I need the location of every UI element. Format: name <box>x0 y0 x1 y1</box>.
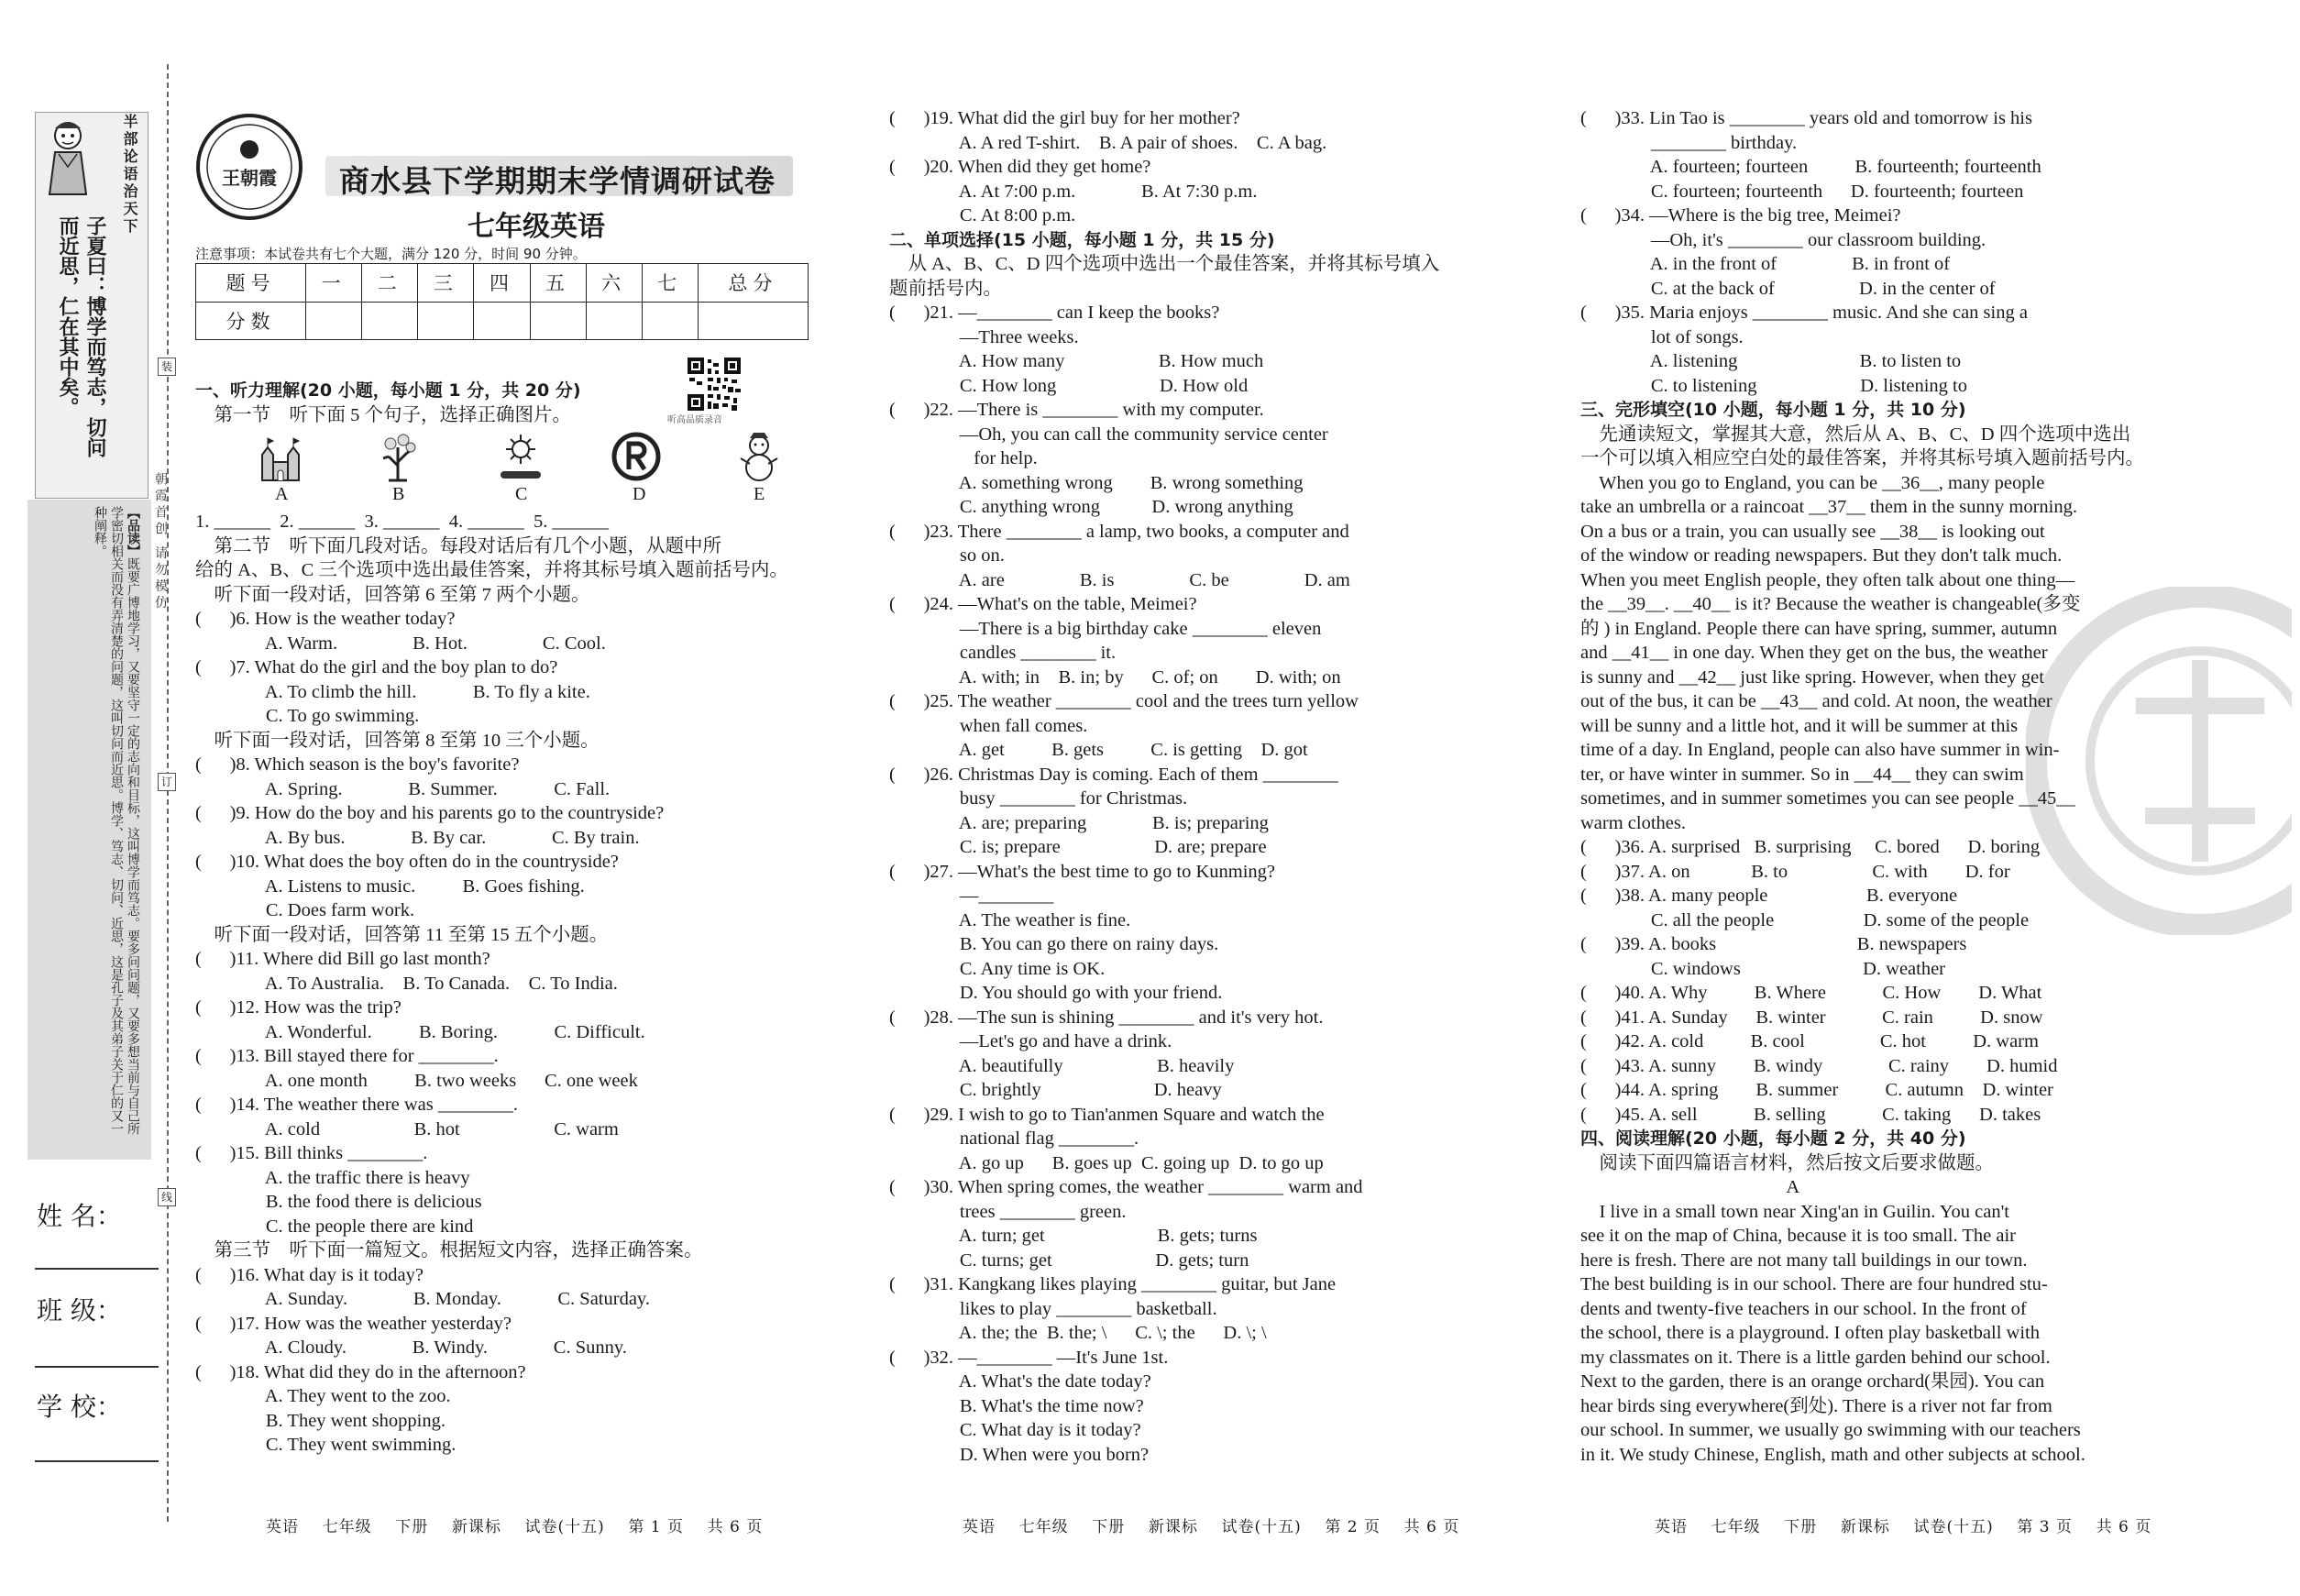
score-input-cell[interactable] <box>586 302 642 340</box>
exam-line: ( )30. When spring comes, the weather ________ warm and <box>889 1177 1363 1197</box>
exam-line: B. the food there is delicious <box>195 1192 482 1212</box>
score-input-cell[interactable] <box>418 302 474 340</box>
exam-line: C. turns; get D. gets; turn <box>889 1249 1249 1271</box>
exam-line: ( )29. I wish to go to Tian'anmen Square and watch the <box>889 1104 1325 1125</box>
picture-label: A <box>275 484 289 504</box>
exam-line: time of a day. In England, people can also have summer in win- <box>1580 740 2060 760</box>
qr-code-icon[interactable] <box>686 356 743 413</box>
exam-line: A. Cloudy. B. Windy. C. Sunny. <box>195 1337 627 1358</box>
exam-line: C. to listening D. listening to <box>1580 375 1967 396</box>
commentary-title: 【品读】 <box>126 506 140 557</box>
exam-line: C. Any time is OK. <box>889 958 1106 979</box>
picture-label: B <box>392 484 405 504</box>
exam-line: ( )34. —Where is the big tree, Meimei? <box>1580 205 1901 226</box>
exam-line: A. Wonderful. B. Boring. C. Difficult. <box>195 1021 645 1042</box>
exam-line: is sunny and __42__ just like spring. However, when they get <box>1580 666 2044 688</box>
binding-dashed-line <box>167 64 169 1522</box>
exam-line: C. fourteen; fourteenth D. fourteenth; fourteen <box>1580 181 2024 202</box>
school-field[interactable] <box>35 1460 159 1462</box>
exam-line: ( )6. How is the weather today? <box>195 609 456 629</box>
score-cell: 六 <box>586 264 642 303</box>
exam-line: C. windows D. weather <box>1580 958 1946 979</box>
field-label-name: 姓 名： <box>37 1201 122 1231</box>
exam-line: ( )17. How was the weather yesterday? <box>195 1313 512 1334</box>
score-cell: 五 <box>530 264 586 303</box>
exam-line: ( )8. Which season is the boy's favorite? <box>195 754 520 775</box>
tree-icon <box>372 431 424 482</box>
snowman-icon <box>733 431 785 482</box>
exam-line: ( )14. The weather there was ________. <box>195 1095 519 1115</box>
exam-line: ( )39. A. books B. newspapers <box>1580 934 1967 954</box>
commentary-body: 既要广博地学习，又要坚守一定的志向和目标，这叫博学而笃志。要多问问题，又要多想当前与自己所学密切相关而没有弄清楚的问题，这叫切问而近思。博学、笃志、切问、近思，这是孔子及其弟子关于仁的又一种阐释。 <box>93 506 140 1135</box>
exam-line: ( )15. Bill thinks ________. <box>195 1143 428 1163</box>
exam-line: ( )10. What does the boy often do in the countryside? <box>195 852 619 872</box>
commentary-text <box>92 506 141 1139</box>
exam-line: and __41__ in one day. When they get on the bus, the weather <box>1580 643 2048 663</box>
exam-line: C. What day is it today? <box>889 1420 1141 1440</box>
exam-line: When you go to England, you can be __36__, many people <box>1580 472 2045 493</box>
exam-line: A. get B. gets C. is getting D. got <box>889 740 1308 760</box>
score-cell: 题号 <box>196 264 306 303</box>
score-cell: 分数 <box>196 302 306 340</box>
exam-line: ________ birthday. <box>1580 132 1798 153</box>
exam-line: A. Sunday. B. Monday. C. Saturday. <box>195 1289 650 1309</box>
exam-line: ( )36. A. surprised B. surprising C. bored D. boring <box>1580 837 2041 857</box>
seal-char: 装 <box>158 358 176 376</box>
score-cell: 七 <box>642 264 698 303</box>
exam-line: A. Spring. B. Summer. C. Fall. <box>195 778 611 799</box>
exam-line: A. Warm. B. Hot. C. Cool. <box>195 633 606 654</box>
exam-line: C. How long D. How old <box>889 375 1249 396</box>
exam-line: A <box>1580 1177 1800 1197</box>
notice-text: 注意事项：本试卷共有七个大题，满分 120 分，时间 90 分钟。 <box>195 246 587 262</box>
exam-line: The best building is in our school. There are four hundred stu- <box>1580 1274 2048 1294</box>
seal-char: 线 <box>158 1188 176 1206</box>
exam-line: trees ________ green. <box>889 1201 1127 1222</box>
exam-line: A. The weather is fine. <box>889 909 1131 930</box>
exam-line: so on. <box>889 545 1005 566</box>
score-input-cell[interactable] <box>362 302 418 340</box>
exam-line: 题前括号内。 <box>889 278 1002 299</box>
exam-line: ( )35. Maria enjoys ________ music. And she can sing a <box>1580 303 2028 323</box>
exam-line: A. in the front of B. in front of <box>1580 254 1951 274</box>
exam-line: ( )24. —What's on the table, Meimei? <box>889 594 1197 614</box>
exam-line: ( )7. What do the girl and the boy plan to do? <box>195 657 558 677</box>
section-heading: 四、阅读理解(20 小题，每小题 2 分，共 40 分) <box>1580 1128 1966 1149</box>
section-heading: 一、听力理解(20 小题，每小题 1 分，共 20 分) <box>195 380 581 401</box>
sun-icon <box>495 431 546 482</box>
exam-line: A. are B. is C. be D. am <box>889 569 1350 590</box>
exam-line: 给的 A、B、C 三个选项中选出最佳答案，并将其标号填入题前括号内。 <box>195 560 788 580</box>
page-footer: 英语 七年级 下册 新课标 试卷(十五) 第 3 页 共 6 页 <box>1655 1518 2152 1536</box>
exam-line: Next to the garden, there is an orange orchard(果园). You can <box>1580 1371 2045 1392</box>
page-title: 商水县下学期期末学情调研试卷 <box>339 163 776 199</box>
exam-line: ( )21. —________ can I keep the books? <box>889 303 1220 323</box>
exam-line: A. listening B. to listen to <box>1580 351 1962 371</box>
exam-line: A. How many B. How much <box>889 351 1264 371</box>
exam-line: candles ________ it. <box>889 643 1117 663</box>
castle-icon <box>255 431 306 482</box>
exam-line: our school. In summer, we usually go swimming with our teachers <box>1580 1420 2081 1440</box>
exam-line: 先通读短文，掌握其大意，然后从 A、B、C、D 四个选项中选出 <box>1580 424 2131 445</box>
exam-line: in it. We study Chinese, English, math and other subjects at school. <box>1580 1444 2085 1465</box>
exam-line: —________ <box>889 886 1054 906</box>
score-input-cell[interactable] <box>306 302 362 340</box>
exam-line: of the window or reading newspapers. But they don't talk much. <box>1580 545 2063 566</box>
exam-line: ( )18. What did they do in the afternoon? <box>195 1361 526 1382</box>
exam-line: for help. <box>889 448 1038 468</box>
exam-line: ( )40. A. Why B. Where C. How D. What <box>1580 983 2042 1003</box>
exam-line: ( )44. A. spring B. summer C. autumn D. winter <box>1580 1080 2053 1100</box>
quote-text <box>53 215 108 490</box>
page-footer: 英语 七年级 下册 新课标 试卷(十五) 第 2 页 共 6 页 <box>963 1518 1460 1536</box>
exam-line: ( )11. Where did Bill go last month? <box>195 949 490 969</box>
name-field[interactable] <box>35 1268 159 1270</box>
exam-line: ( )19. What did the girl buy for her mother? <box>889 108 1240 128</box>
quote-line: 子夏曰：博学而笃志，切问 <box>83 215 106 457</box>
page-footer: 英语 七年级 下册 新课标 试卷(十五) 第 1 页 共 6 页 <box>266 1518 764 1536</box>
score-table <box>195 263 809 340</box>
score-table-score-row <box>196 302 809 340</box>
exam-line: A. the traffic there is heavy <box>195 1167 470 1188</box>
exam-line: ( )12. How was the trip? <box>195 997 402 1018</box>
exam-line: B. They went shopping. <box>195 1410 446 1431</box>
exam-line: A. By bus. B. By car. C. By train. <box>195 827 640 848</box>
exam-line: A. They went to the zoo. <box>195 1386 451 1406</box>
exam-line: C. the people there are kind <box>195 1216 474 1237</box>
exam-line: ( )20. When did they get home? <box>889 157 1151 177</box>
confucius-cartoon-icon <box>37 112 99 202</box>
score-table-header-row <box>196 264 809 303</box>
exam-line: A. A red T-shirt. B. A pair of shoes. C. A bag. <box>889 132 1327 153</box>
exam-line: likes to play ________ basketball. <box>889 1298 1217 1319</box>
exam-line: 听下面一段对话，回答第 11 至第 15 五个小题。 <box>195 924 609 945</box>
exam-line: ( )43. A. sunny B. windy C. rainy D. humid <box>1580 1055 2058 1076</box>
exam-line: ( )45. A. sell B. selling C. taking D. takes <box>1580 1104 2041 1125</box>
exam-line: C. all the people D. some of the people <box>1580 909 2030 930</box>
exam-line: A. To climb the hill. B. To fly a kite. <box>195 681 590 702</box>
exam-line: lot of songs. <box>1580 326 1744 347</box>
page-subtitle: 七年级英语 <box>468 211 605 243</box>
exam-line: A. beautifully B. heavily <box>889 1055 1235 1076</box>
exam-line: hear birds sing everywhere(到处). There is a river not far from <box>1580 1395 2052 1416</box>
exam-line: ( )26. Christmas Day is coming. Each of them ________ <box>889 764 1338 785</box>
exam-line: A. turn; get B. gets; turns <box>889 1226 1258 1246</box>
exam-line: ( )9. How do the boy and his parents go to the countryside? <box>195 803 665 823</box>
exam-line: 的 ) in England. People there can have spring, summer, autumn <box>1580 618 2058 639</box>
exam-line: ( )38. A. many people B. everyone <box>1580 886 1958 906</box>
quote-line: 而近思，仁在其中矣。 <box>56 215 79 417</box>
exam-line: 第一节 听下面 5 个句子，选择正确图片。 <box>195 404 571 425</box>
exam-line: A. one month B. two weeks C. one week <box>195 1070 638 1091</box>
exam-line: A. the; the B. the; \ C. \; the D. \; \ <box>889 1323 1267 1343</box>
exam-line: ( )27. —What's the best time to go to Kunming? <box>889 861 1276 882</box>
exam-line: I live in a small town near Xing'an in Guilin. You can't <box>1580 1201 2010 1222</box>
exam-line: ( )22. —There is ________ with my computer. <box>889 400 1264 420</box>
score-input-cell[interactable] <box>474 302 530 340</box>
exam-line: 第三节 听下面一篇短文。根据短文内容，选择正确答案。 <box>195 1240 703 1260</box>
exam-line: ( )31. Kangkang likes playing ________ guitar, but Jane <box>889 1274 1337 1294</box>
exam-line: A. with; in B. in; by C. of; on D. with; on <box>889 666 1341 688</box>
score-cell: 一 <box>306 264 362 303</box>
exam-line: ( )37. A. on B. to C. with D. for <box>1580 861 2010 882</box>
exam-line: here is fresh. There are not many tall buildings in our town. <box>1580 1249 2028 1271</box>
exam-line: —Let's go and have a drink. <box>889 1031 1172 1051</box>
score-input-cell[interactable] <box>530 302 586 340</box>
exam-line: A. are; preparing B. is; preparing <box>889 812 1269 833</box>
quote-tag: 半部论语治天下 <box>121 114 138 236</box>
exam-line: out of the bus, it can be __43__ and cold. At noon, the weather <box>1580 691 2052 711</box>
exam-line: C. To go swimming. <box>195 706 420 726</box>
watermark-seal <box>2026 587 2292 935</box>
exam-line: ( )13. Bill stayed there for ________. <box>195 1046 499 1066</box>
score-input-cell[interactable] <box>698 302 808 340</box>
logo-text: 王朝霞 <box>222 167 277 189</box>
exam-line: D. When were you born? <box>889 1444 1150 1465</box>
exam-line: C. anything wrong D. wrong anything <box>889 497 1293 517</box>
exam-line: 第二节 听下面几段对话。每段对话后有几个小题，从题中所 <box>195 535 721 556</box>
class-field[interactable] <box>35 1366 159 1368</box>
score-cell: 三 <box>418 264 474 303</box>
qr-caption: 听高品质录音 <box>667 415 722 425</box>
exam-line: ( )41. A. Sunday B. winter C. rain D. snow <box>1580 1007 2043 1028</box>
exam-line: the __39__. __40__ is it? Because the weather is changeable(多变 <box>1580 594 2081 614</box>
score-cell: 四 <box>474 264 530 303</box>
exam-line: ( )33. Lin Tao is ________ years old and tomorrow is his <box>1580 108 2032 128</box>
publisher-logo <box>195 113 303 221</box>
field-label-class: 班 级： <box>37 1295 122 1326</box>
exam-line: 一个可以填入相应空白处的最佳答案，并将其标号填入题前括号内。 <box>1580 448 2144 468</box>
exam-line: ( )42. A. cold B. cool C. hot D. warm <box>1580 1031 2039 1051</box>
exam-line: A. go up B. goes up C. going up D. to go up <box>889 1152 1324 1173</box>
score-input-cell[interactable] <box>642 302 698 340</box>
exam-line: —Oh, you can call the community service center <box>889 424 1328 445</box>
picture-label: D <box>633 484 646 504</box>
exam-line: —Three weeks. <box>889 326 1079 347</box>
exam-line: A. fourteen; fourteen B. fourteenth; fourteenth <box>1580 157 2041 177</box>
exam-line: ( )16. What day is it today? <box>195 1264 424 1285</box>
exam-line: D. You should go with your friend. <box>889 983 1223 1003</box>
exam-line: my classmates on it. There is a little garden behind our school. <box>1580 1347 2051 1368</box>
exam-line: ( )23. There ________ a lamp, two books, a computer and <box>889 521 1349 542</box>
section-heading: 三、完形填空(10 小题，每小题 1 分，共 10 分) <box>1580 400 1966 420</box>
exam-line: ( )32. —________ —It's June 1st. <box>889 1347 1169 1368</box>
picture-label: E <box>754 484 765 504</box>
picture-label: C <box>515 484 528 504</box>
exam-line: C. They went swimming. <box>195 1435 457 1455</box>
exam-line: —Oh, it's ________ our classroom building. <box>1580 229 1986 250</box>
field-label-school: 学 校： <box>37 1392 122 1422</box>
exam-line: see it on the map of China, because it is too small. The air <box>1580 1226 2016 1246</box>
exam-line: C. brightly D. heavy <box>889 1080 1222 1100</box>
exam-line: When you meet English people, they often talk about one thing— <box>1580 569 2075 590</box>
exam-line: busy ________ for Christmas. <box>889 788 1188 809</box>
exam-line: C. At 8:00 p.m. <box>889 205 1076 226</box>
exam-line: B. You can go there on rainy days. <box>889 934 1219 954</box>
exam-line: ( )25. The weather ________ cool and the trees turn yellow <box>889 691 1359 711</box>
seal-char: 订 <box>158 773 176 791</box>
exam-line: A. something wrong B. wrong something <box>889 472 1304 493</box>
exam-line: A. Listens to music. B. Goes fishing. <box>195 875 585 897</box>
exam-line: 1. ______ 2. ______ 3. ______ 4. ______ 5. ______ <box>195 512 609 532</box>
exam-line: A. At 7:00 p.m. B. At 7:30 p.m. <box>889 181 1258 202</box>
exam-line: B. What's the time now? <box>889 1395 1144 1416</box>
exam-line: A. To Australia. B. To Canada. C. To India. <box>195 973 618 994</box>
exam-line: the school, there is a playground. I often play basketball with <box>1580 1323 2040 1343</box>
exam-line: A. cold B. hot C. warm <box>195 1118 619 1139</box>
exam-line: sometimes, and in summer sometimes you can see people __45__ <box>1580 788 2075 809</box>
exam-line: C. at the back of D. in the center of <box>1580 278 1996 299</box>
exam-line: national flag ________. <box>889 1128 1139 1149</box>
exam-line: warm clothes. <box>1580 812 1686 833</box>
exam-line: ( )28. —The sun is shining ________ and it's very hot. <box>889 1007 1324 1028</box>
warning-text: 朝霞首创 请勿模仿 <box>153 472 168 612</box>
exam-line: —There is a big birthday cake ________ eleven <box>889 618 1322 639</box>
exam-line: 听下面一段对话，回答第 8 至第 10 三个小题。 <box>195 730 600 751</box>
section-heading: 二、单项选择(15 小题，每小题 1 分，共 15 分) <box>889 229 1275 250</box>
exam-line: dents and twenty-five teachers in our school. In the front of <box>1580 1298 2027 1319</box>
exam-line: C. is; prepare D. are; prepare <box>889 837 1267 857</box>
exam-line: A. What's the date today? <box>889 1371 1151 1392</box>
registered-sign-icon <box>611 431 662 482</box>
exam-line: when fall comes. <box>889 715 1088 736</box>
exam-line: On a bus or a train, you can usually see __38__ is looking out <box>1580 521 2045 542</box>
exam-line: will be sunny and a little hot, and it will be summer at this <box>1580 715 2019 736</box>
exam-line: ter, or have winter in summer. So in __44__ they can swim <box>1580 764 2024 785</box>
exam-line: take an umbrella or a raincoat __37__ them in the sunny morning. <box>1580 497 2077 517</box>
score-cell: 总分 <box>698 264 808 303</box>
score-cell: 二 <box>362 264 418 303</box>
exam-line: 从 A、B、C、D 四个选项中选出一个最佳答案，并将其标号填入 <box>889 254 1440 274</box>
exam-line: C. Does farm work. <box>195 900 415 920</box>
exam-line: 阅读下面四篇语言材料，然后按文后要求做题。 <box>1580 1152 1994 1173</box>
exam-line: 听下面一段对话，回答第 6 至第 7 两个小题。 <box>195 584 590 605</box>
